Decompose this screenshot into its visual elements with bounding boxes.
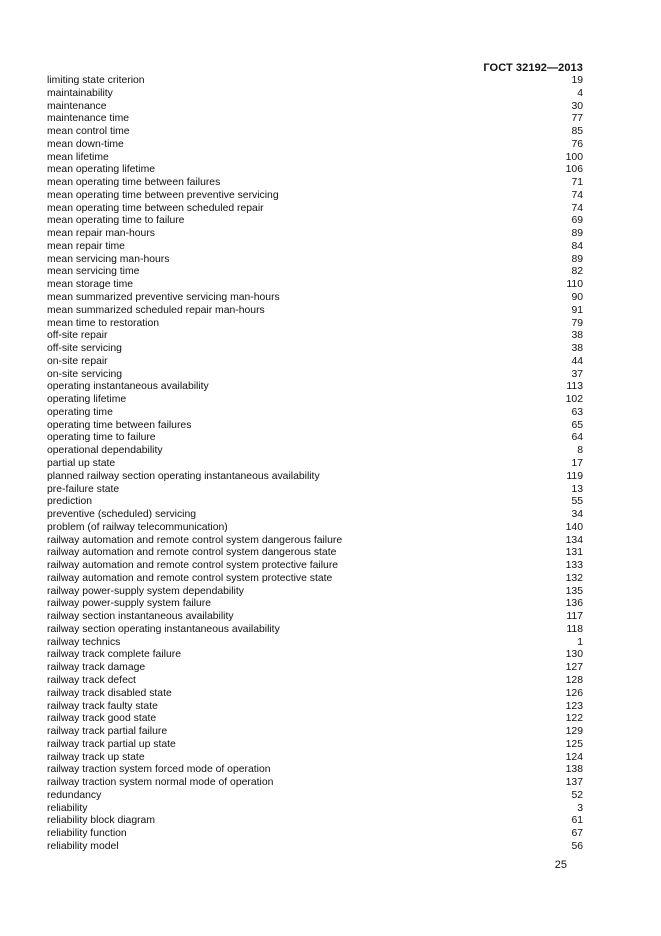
index-term: reliability block diagram	[47, 815, 155, 827]
index-page-reference: 37	[571, 368, 583, 380]
index-entry	[47, 573, 583, 586]
index-entry	[47, 254, 583, 267]
index-term: railway track partial up state	[47, 738, 176, 750]
index-page-reference: 38	[571, 343, 583, 355]
index-entry	[47, 381, 583, 394]
index-term: reliability function	[47, 828, 127, 840]
index-page-reference: 122	[565, 713, 583, 725]
index-entry	[47, 522, 583, 535]
index-term: operating time between failures	[47, 419, 192, 431]
index-page-reference: 3	[577, 802, 583, 814]
index-entry	[47, 445, 583, 458]
index-term: railway automation and remote control system protective failure	[47, 560, 339, 572]
index-term: off-site repair	[47, 330, 108, 342]
index-entry	[47, 598, 583, 611]
index-entry	[47, 675, 583, 688]
index-term: railway traction system forced mode of operation	[47, 764, 271, 776]
index-term: railway automation and remote control system dangerous failure	[47, 534, 343, 546]
index-page-reference: 82	[571, 266, 583, 278]
index-page-reference: 126	[565, 687, 583, 699]
index-term: railway track partial failure	[47, 726, 168, 738]
index-page-reference: 74	[571, 189, 583, 201]
index-page-reference: 56	[571, 840, 583, 852]
index-term: maintenance time	[47, 113, 130, 125]
index-page-reference: 125	[565, 738, 583, 750]
index-term: railway section operating instantaneous availability	[47, 623, 280, 635]
index-entry	[47, 343, 583, 356]
index-term: mean operating lifetime	[47, 164, 156, 176]
index-entry	[47, 152, 583, 165]
index-term: prediction	[47, 496, 93, 508]
index-entry	[47, 752, 583, 765]
index-term: planned railway section operating instantaneous availability	[47, 470, 320, 482]
index-page-reference: 19	[571, 75, 583, 86]
index-term: operational dependability	[47, 445, 163, 457]
index-term: mean lifetime	[47, 151, 109, 163]
index-entry	[47, 535, 583, 548]
index-page-reference: 140	[565, 521, 583, 533]
index-entry	[47, 611, 583, 624]
index-term: mean repair man-hours	[47, 228, 155, 240]
index-page-reference: 63	[571, 406, 583, 418]
index-page-reference: 133	[565, 560, 583, 572]
index-page-reference: 44	[571, 355, 583, 367]
index-entry	[47, 471, 583, 484]
index-entry	[47, 777, 583, 790]
index-page-reference: 30	[571, 100, 583, 112]
index-page-reference: 64	[571, 432, 583, 444]
index-term: mean operating time between preventive servicing	[47, 189, 279, 201]
index-entry	[47, 420, 583, 433]
index-page-reference: 65	[571, 419, 583, 431]
index-page-reference: 113	[566, 381, 583, 393]
index-page-reference: 17	[571, 457, 583, 469]
index-page-reference: 131	[565, 547, 583, 559]
index-entry	[47, 330, 583, 343]
index-term: maintainability	[47, 87, 113, 99]
index-term: railway track damage	[47, 662, 146, 674]
index-entry	[47, 496, 583, 509]
index-entry	[47, 190, 583, 203]
index-entry	[47, 828, 583, 841]
alphabetical-index	[47, 75, 583, 854]
index-term: mean operating time between failures	[47, 177, 221, 189]
index-entry	[47, 688, 583, 701]
index-page-reference: 127	[565, 662, 583, 674]
index-entry	[47, 139, 583, 152]
index-term: mean summarized preventive servicing man-hours	[47, 292, 280, 304]
index-page-reference: 89	[571, 228, 583, 240]
index-entry	[47, 177, 583, 190]
index-entry	[47, 560, 583, 573]
index-entry	[47, 203, 583, 216]
index-term: pre-failure state	[47, 483, 120, 495]
index-term: railway track faulty state	[47, 700, 158, 712]
index-term: limiting state criterion	[47, 75, 145, 86]
index-entry	[47, 292, 583, 305]
index-term: mean servicing time	[47, 266, 140, 278]
index-term: railway track disabled state	[47, 687, 172, 699]
index-page-reference: 79	[571, 317, 583, 329]
index-page-reference: 123	[565, 700, 583, 712]
index-entry	[47, 547, 583, 560]
index-page-reference: 124	[565, 751, 583, 763]
index-page-reference: 71	[571, 177, 583, 189]
index-term: maintenance	[47, 100, 107, 112]
index-term: railway power-supply system failure	[47, 598, 211, 610]
index-entry	[47, 458, 583, 471]
index-page-reference: 85	[571, 126, 583, 138]
index-page-reference: 119	[566, 470, 583, 482]
index-page-reference: 69	[571, 215, 583, 227]
index-page-reference: 102	[565, 394, 583, 406]
index-term: railway track up state	[47, 751, 145, 763]
index-entry	[47, 407, 583, 420]
index-entry	[47, 739, 583, 752]
index-term: reliability	[47, 802, 88, 814]
index-term: mean time to restoration	[47, 317, 160, 329]
index-term: mean operating time between scheduled repair	[47, 202, 264, 214]
index-entry	[47, 662, 583, 675]
index-term: operating instantaneous availability	[47, 381, 209, 393]
index-page-reference: 134	[565, 534, 583, 546]
index-term: mean down-time	[47, 138, 124, 150]
index-entry	[47, 75, 583, 88]
index-term: operating lifetime	[47, 394, 127, 406]
index-entry	[47, 649, 583, 662]
index-term: railway technics	[47, 636, 121, 648]
page-number: 25	[554, 859, 567, 871]
index-term: problem (of railway telecommunication)	[47, 521, 228, 533]
index-term: railway track good state	[47, 713, 157, 725]
index-term: railway automation and remote control system protective state	[47, 572, 333, 584]
index-page-reference: 128	[565, 674, 583, 686]
index-entry	[47, 126, 583, 139]
index-page-reference: 84	[571, 240, 583, 252]
index-page-reference: 100	[565, 151, 583, 163]
index-term: railway track defect	[47, 674, 136, 686]
index-page-reference: 38	[571, 330, 583, 342]
index-entry	[47, 726, 583, 739]
index-entry	[47, 228, 583, 241]
index-page-reference: 34	[571, 509, 583, 521]
index-entry	[47, 432, 583, 445]
index-page-reference: 90	[571, 292, 583, 304]
index-page-reference: 117	[566, 611, 583, 623]
index-entry	[47, 841, 583, 854]
index-entry	[47, 164, 583, 177]
index-page-reference: 76	[571, 138, 583, 150]
index-term: railway power-supply system dependability	[47, 585, 244, 597]
index-term: partial up state	[47, 457, 116, 469]
index-entry	[47, 101, 583, 114]
index-entry	[47, 764, 583, 777]
index-term: railway traction system normal mode of operation	[47, 777, 274, 789]
index-term: preventive (scheduled) servicing	[47, 509, 197, 521]
index-page-reference: 91	[571, 304, 583, 316]
index-term: redundancy	[47, 789, 102, 801]
index-page-reference: 52	[571, 789, 583, 801]
index-term: mean summarized scheduled repair man-hours	[47, 304, 265, 316]
index-page-reference: 110	[566, 279, 583, 291]
index-entry	[47, 305, 583, 318]
index-term: mean control time	[47, 126, 130, 138]
index-page-reference: 132	[565, 572, 583, 584]
index-entry	[47, 266, 583, 279]
index-page-reference: 67	[571, 828, 583, 840]
index-page-reference: 138	[565, 764, 583, 776]
index-term: on-site repair	[47, 355, 108, 367]
index-term: railway track complete failure	[47, 649, 181, 661]
index-entry	[47, 113, 583, 126]
index-page-reference: 106	[565, 164, 583, 176]
index-page-reference: 135	[565, 585, 583, 597]
index-term: railway section instantaneous availability	[47, 611, 234, 623]
index-term: mean storage time	[47, 279, 134, 291]
index-page-reference: 130	[565, 649, 583, 661]
index-term: on-site servicing	[47, 368, 123, 380]
index-entry	[47, 318, 583, 331]
index-page-reference: 118	[566, 623, 583, 635]
index-page-reference: 89	[571, 253, 583, 265]
index-term: reliability model	[47, 840, 119, 852]
index-term: operating time to failure	[47, 432, 156, 444]
index-page-reference: 55	[571, 496, 583, 508]
index-term: mean repair time	[47, 240, 125, 252]
index-page-reference: 137	[565, 777, 583, 789]
index-page-reference: 129	[565, 726, 583, 738]
index-term: railway automation and remote control system dangerous state	[47, 547, 337, 559]
index-entry	[47, 815, 583, 828]
index-entry	[47, 509, 583, 522]
index-entry	[47, 484, 583, 497]
index-page-reference: 77	[571, 113, 583, 125]
index-term: off-site servicing	[47, 343, 122, 355]
index-entry	[47, 241, 583, 254]
index-term: mean servicing man-hours	[47, 253, 170, 265]
index-page-reference: 8	[577, 445, 583, 457]
index-entry	[47, 369, 583, 382]
index-page-reference: 136	[565, 598, 583, 610]
index-entry	[47, 637, 583, 650]
index-page-reference: 1	[577, 636, 583, 648]
index-entry	[47, 88, 583, 101]
index-entry	[47, 803, 583, 816]
index-entry	[47, 701, 583, 714]
index-term: operating time	[47, 406, 113, 418]
index-term: mean operating time to failure	[47, 215, 185, 227]
index-entry	[47, 279, 583, 292]
document-header: ГОСТ 32192—2013	[483, 62, 583, 74]
index-page-reference: 74	[571, 202, 583, 214]
index-entry	[47, 624, 583, 637]
index-page-reference: 61	[571, 815, 583, 827]
index-page-reference: 13	[571, 483, 583, 495]
index-entry	[47, 356, 583, 369]
index-entry	[47, 215, 583, 228]
index-page-reference: 4	[577, 87, 583, 99]
index-entry	[47, 586, 583, 599]
index-entry	[47, 790, 583, 803]
index-entry	[47, 394, 583, 407]
index-entry	[47, 713, 583, 726]
